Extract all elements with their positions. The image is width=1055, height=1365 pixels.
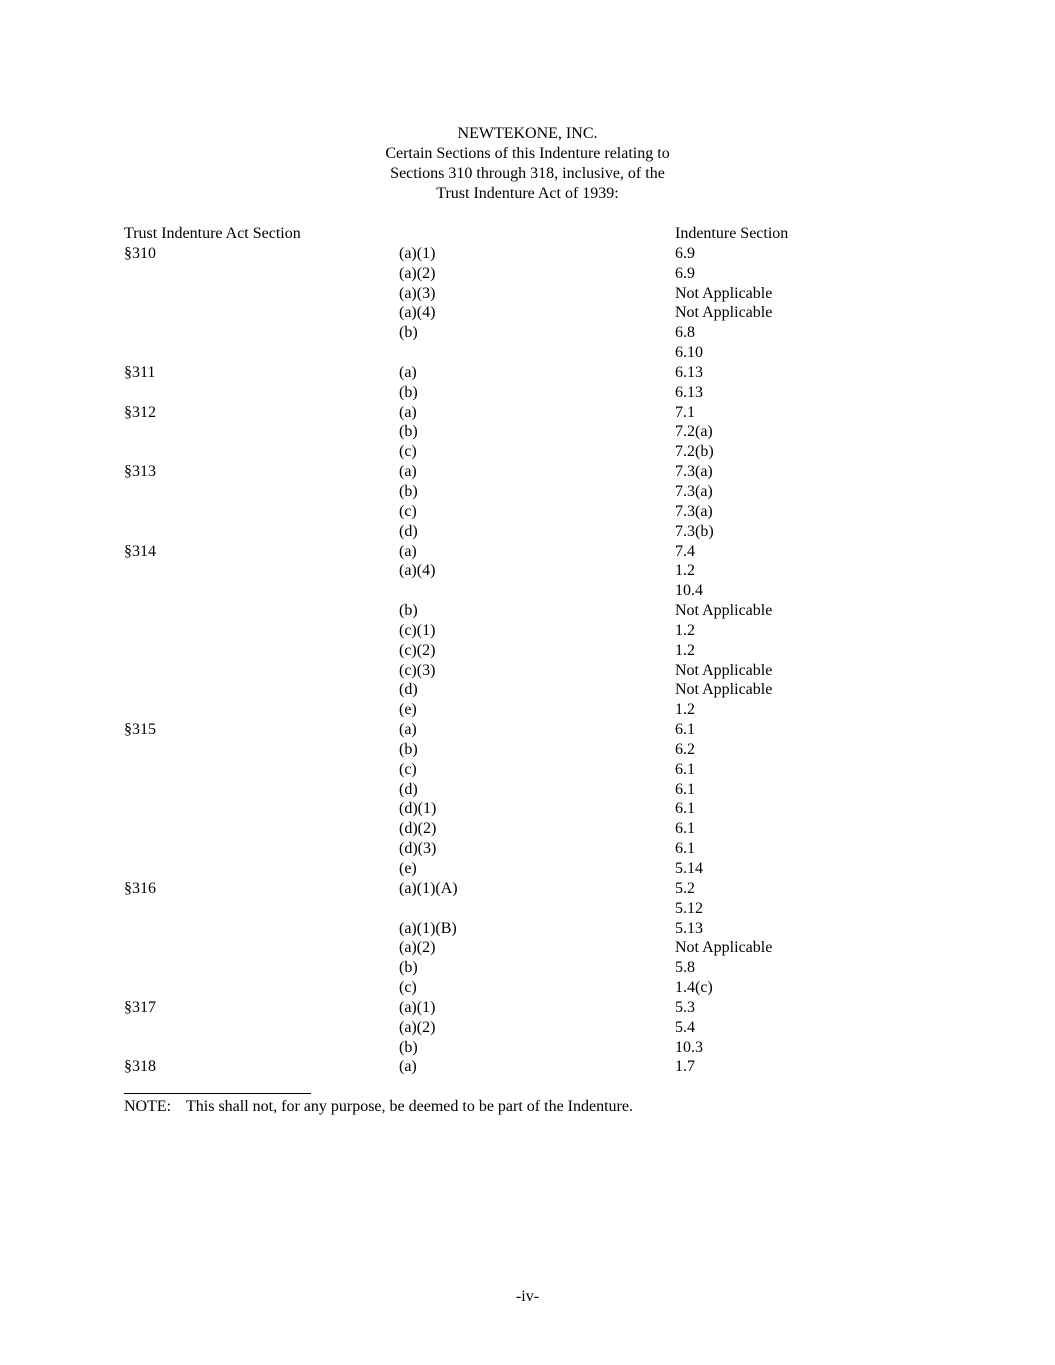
table-row xyxy=(124,482,924,502)
subsection-cell: (b) xyxy=(399,423,418,441)
indenture-section-cell: 7.1 xyxy=(675,403,695,421)
subsection-cell: (d) xyxy=(399,522,418,540)
indenture-section-cell: 10.3 xyxy=(675,1038,703,1056)
column-header-tia-section: Trust Indenture Act Section xyxy=(124,225,301,242)
table-row xyxy=(124,740,924,760)
subsection-cell: (a) xyxy=(399,403,417,421)
table-row xyxy=(124,581,924,601)
tia-section-cell: §316 xyxy=(124,879,156,897)
subsection-cell: (d)(3) xyxy=(399,840,437,858)
indenture-section-cell: Not Applicable xyxy=(675,304,773,322)
indenture-section-cell: Not Applicable xyxy=(675,284,773,302)
subsection-cell: (a)(2) xyxy=(399,264,436,282)
subsection-cell: (c)(1) xyxy=(399,621,436,639)
table-row xyxy=(124,661,924,681)
table-row xyxy=(124,998,924,1018)
table-row xyxy=(124,720,924,740)
indenture-section-cell: 5.13 xyxy=(675,919,703,937)
indenture-section-cell: 6.8 xyxy=(675,324,695,342)
indenture-section-cell: 6.1 xyxy=(675,780,695,798)
indenture-section-cell: 1.7 xyxy=(675,1058,695,1076)
subsection-cell: (a)(1) xyxy=(399,244,436,262)
indenture-section-cell: Not Applicable xyxy=(675,681,773,699)
tia-section-cell: §311 xyxy=(124,363,156,381)
table-row xyxy=(124,799,924,819)
subsection-cell: (b) xyxy=(399,482,418,500)
subsection-cell: (a)(2) xyxy=(399,939,436,957)
footnote-divider xyxy=(124,1093,311,1094)
subsection-cell: (b) xyxy=(399,959,418,977)
indenture-section-cell: 5.4 xyxy=(675,1018,695,1036)
indenture-section-cell: 5.3 xyxy=(675,998,695,1016)
subsection-cell: (a) xyxy=(399,721,417,739)
table-row xyxy=(124,641,924,661)
indenture-section-cell: 7.3(b) xyxy=(675,522,714,540)
table-row xyxy=(124,363,924,383)
table-row xyxy=(124,760,924,780)
table-row xyxy=(124,919,924,939)
subsection-cell: (b) xyxy=(399,740,418,758)
table-header-row xyxy=(124,224,924,244)
tia-section-cell: §317 xyxy=(124,998,156,1016)
indenture-section-cell: 1.2 xyxy=(675,641,695,659)
header-line-2: Sections 310 through 318, inclusive, of the xyxy=(390,165,665,182)
indenture-section-cell: 6.1 xyxy=(675,721,695,739)
table-row xyxy=(124,780,924,800)
note-text: This shall not, for any purpose, be deemed to be part of the Indenture. xyxy=(186,1098,633,1115)
table-row xyxy=(124,1057,924,1077)
subsection-cell: (c) xyxy=(399,979,417,997)
company-name: NEWTEKONE, INC. xyxy=(457,125,598,142)
tia-section-cell: §315 xyxy=(124,721,156,739)
indenture-section-cell: 6.1 xyxy=(675,840,695,858)
table-row xyxy=(124,879,924,899)
subsection-cell: (b) xyxy=(399,324,418,342)
subsection-cell: (b) xyxy=(399,602,418,620)
table-row xyxy=(124,284,924,304)
header-line-3: Trust Indenture Act of 1939: xyxy=(436,185,619,202)
subsection-cell: (a)(1) xyxy=(399,998,436,1016)
indenture-section-cell: Not Applicable xyxy=(675,939,773,957)
indenture-section-cell: 1.2 xyxy=(675,562,695,580)
table-row xyxy=(124,442,924,462)
note-label: NOTE: xyxy=(124,1098,172,1115)
indenture-section-cell: Not Applicable xyxy=(675,661,773,679)
subsection-cell: (d)(1) xyxy=(399,800,437,818)
table-row xyxy=(124,978,924,998)
indenture-section-cell: 6.13 xyxy=(675,363,703,381)
table-row xyxy=(124,621,924,641)
page-number: -iv- xyxy=(515,1288,540,1305)
subsection-cell: (a)(1)(B) xyxy=(399,919,457,937)
subsection-cell: (c) xyxy=(399,443,417,461)
table-row xyxy=(124,343,924,363)
subsection-cell: (c) xyxy=(399,502,417,520)
table-row xyxy=(124,422,924,442)
subsection-cell: (c)(3) xyxy=(399,661,436,679)
tia-section-cell: §314 xyxy=(124,542,156,560)
tia-section-cell: §310 xyxy=(124,244,156,262)
header-line-1: Certain Sections of this Indenture relating to xyxy=(385,145,670,162)
table-row xyxy=(124,323,924,343)
footnote xyxy=(124,1097,633,1117)
table-row xyxy=(124,244,924,264)
subsection-cell: (b) xyxy=(399,1038,418,1056)
subsection-cell: (a) xyxy=(399,1058,417,1076)
indenture-section-cell: 5.12 xyxy=(675,899,703,917)
indenture-section-cell: 6.13 xyxy=(675,383,703,401)
column-header-indenture-section: Indenture Section xyxy=(675,225,789,242)
indenture-section-cell: 6.1 xyxy=(675,760,695,778)
table-row xyxy=(124,839,924,859)
table-row xyxy=(124,958,924,978)
subsection-cell: (d)(2) xyxy=(399,820,437,838)
subsection-cell: (a) xyxy=(399,542,417,560)
tia-section-cell: §313 xyxy=(124,463,156,481)
table-row xyxy=(124,462,924,482)
subsection-cell: (b) xyxy=(399,383,418,401)
table-row xyxy=(124,403,924,423)
subsection-cell: (a)(4) xyxy=(399,304,436,322)
subsection-cell: (a)(2) xyxy=(399,1018,436,1036)
table-row xyxy=(124,938,924,958)
tia-section-cell: §312 xyxy=(124,403,156,421)
table-row xyxy=(124,819,924,839)
indenture-section-cell: 1.4(c) xyxy=(675,979,713,997)
indenture-section-cell: 6.9 xyxy=(675,264,695,282)
indenture-section-cell: 6.2 xyxy=(675,740,695,758)
table-row xyxy=(124,522,924,542)
table-row xyxy=(124,383,924,403)
table-body xyxy=(124,244,924,1077)
indenture-section-cell: 5.14 xyxy=(675,860,703,877)
subsection-cell: (a) xyxy=(399,363,417,381)
indenture-section-cell: 5.2 xyxy=(675,879,695,897)
subsection-cell: (a)(3) xyxy=(399,284,436,302)
table-row xyxy=(124,859,924,879)
subsection-cell: (a)(1)(A) xyxy=(399,879,458,897)
cross-reference-table xyxy=(124,224,924,1077)
table-row xyxy=(124,700,924,720)
document-header xyxy=(0,124,1055,204)
subsection-cell: (c)(2) xyxy=(399,641,436,659)
indenture-section-cell: 6.1 xyxy=(675,800,695,818)
table-row xyxy=(124,502,924,522)
subsection-cell: (a) xyxy=(399,463,417,481)
indenture-section-cell: 7.2(b) xyxy=(675,443,714,461)
indenture-section-cell: 7.3(a) xyxy=(675,482,713,500)
table-row xyxy=(124,899,924,919)
indenture-section-cell: 5.8 xyxy=(675,959,695,977)
indenture-section-cell: Not Applicable xyxy=(675,602,773,620)
subsection-cell: (e) xyxy=(399,860,417,877)
indenture-section-cell: 7.4 xyxy=(675,542,695,560)
indenture-section-cell: 6.9 xyxy=(675,244,695,262)
table-row xyxy=(124,1038,924,1058)
indenture-section-cell: 1.2 xyxy=(675,701,695,719)
subsection-cell: (c) xyxy=(399,760,417,778)
indenture-section-cell: 1.2 xyxy=(675,621,695,639)
table-row xyxy=(124,303,924,323)
subsection-cell: (e) xyxy=(399,701,417,719)
tia-section-cell: §318 xyxy=(124,1058,156,1076)
table-row xyxy=(124,680,924,700)
indenture-section-cell: 7.3(a) xyxy=(675,463,713,481)
indenture-section-cell: 7.2(a) xyxy=(675,423,713,441)
table-row xyxy=(124,601,924,621)
indenture-section-cell: 7.3(a) xyxy=(675,502,713,520)
table-row xyxy=(124,561,924,581)
subsection-cell: (d) xyxy=(399,780,418,798)
table-row xyxy=(124,1018,924,1038)
table-row xyxy=(124,542,924,562)
subsection-cell: (a)(4) xyxy=(399,562,436,580)
subsection-cell: (d) xyxy=(399,681,418,699)
table-row xyxy=(124,264,924,284)
indenture-section-cell: 6.10 xyxy=(675,344,703,362)
indenture-section-cell: 6.1 xyxy=(675,820,695,838)
indenture-section-cell: 10.4 xyxy=(675,582,703,600)
